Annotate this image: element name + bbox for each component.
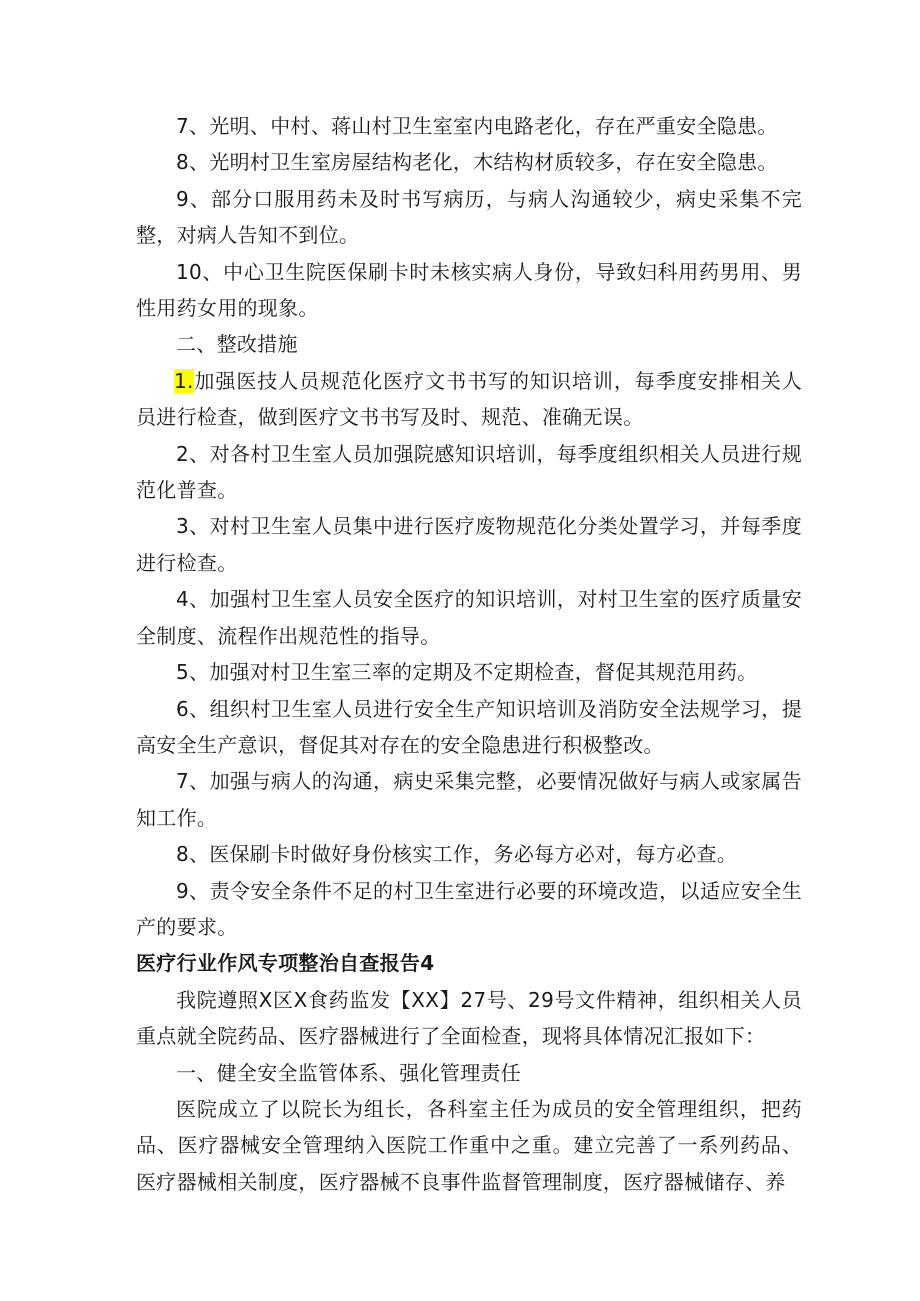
issue-item-7: 7、光明、中村、蒋山村卫生室室内电路老化，存在严重安全隐患。	[176, 114, 778, 138]
report-4-paragraph-1: 医院成立了以院长为组长，各科室主任为成员的安全管理组织，把药品、医疗器械安全管理纳入医院工作重中之重。建立完善了一系列药品、医疗器械相关制度，医疗器械不良事件监督管理制度，医疗器械储存、养	[136, 1096, 802, 1194]
measure-item-1-text: 加强医技人员规范化医疗文书书写的知识培训，每季度安排相关人员进行检查，做到医疗文书书写及时、规范、准确无误。	[136, 368, 802, 430]
highlighted-number: 1.	[174, 368, 194, 393]
issue-item-9: 9、部分口服用药未及时书写病历，与病人沟通较少，病史采集不完整，对病人告知不到位。	[136, 186, 802, 248]
measure-item-6: 6、组织村卫生室人员进行安全生产知识培训及消防安全法规学习，提高安全生产意识，督促其对存在的安全隐患进行积极整改。	[136, 696, 802, 757]
measure-item-2: 2、对各村卫生室人员加强院感知识培训，每季度组织相关人员进行规范化普查。	[136, 441, 802, 503]
measure-item-1	[136, 363, 802, 436]
report-4-title: 医疗行业作风专项整治自查报告4	[136, 951, 435, 976]
report-4-section-one: 一、健全安全监管体系、强化管理责任	[176, 1060, 522, 1085]
issue-item-8: 8、光明村卫生室房屋结构老化，木结构材质较多，存在安全隐患。	[176, 150, 778, 175]
measure-item-5: 5、加强对村卫生室三率的定期及不定期检查，督促其规范用药。	[176, 660, 758, 685]
measure-item-8: 8、医保刷卡时做好身份核实工作，务必每方必对，每方必查。	[176, 842, 738, 867]
measure-item-4: 4、加强村卫生室人员安全医疗的知识培训，对村卫生室的医疗质量安全制度、流程作出规范性的指导。	[136, 587, 802, 648]
measure-item-7: 7、加强与病人的沟通，病史采集完整，必要情况做好与病人或家属告知工作。	[136, 769, 802, 830]
measure-item-3: 3、对村卫生室人员集中进行医疗废物规范化分类处置学习，并每季度进行检查。	[136, 514, 802, 575]
section-title-rectification: 二、整改措施	[176, 332, 298, 357]
issue-item-10: 10、中心卫生院医保刷卡时未核实病人身份，导致妇科用药男用、男性用药女用的现象。	[136, 259, 802, 321]
measure-item-9: 9、责令安全条件不足的村卫生室进行必要的环境改造，以适应安全生产的要求。	[136, 878, 802, 939]
document-body	[136, 108, 802, 1200]
report-4-intro: 我院遵照X区X食药监发【XX】27号、29号文件精神，组织相关人员重点就全院药品、医疗器械进行了全面检查，现将具体情况汇报如下：	[136, 987, 802, 1049]
